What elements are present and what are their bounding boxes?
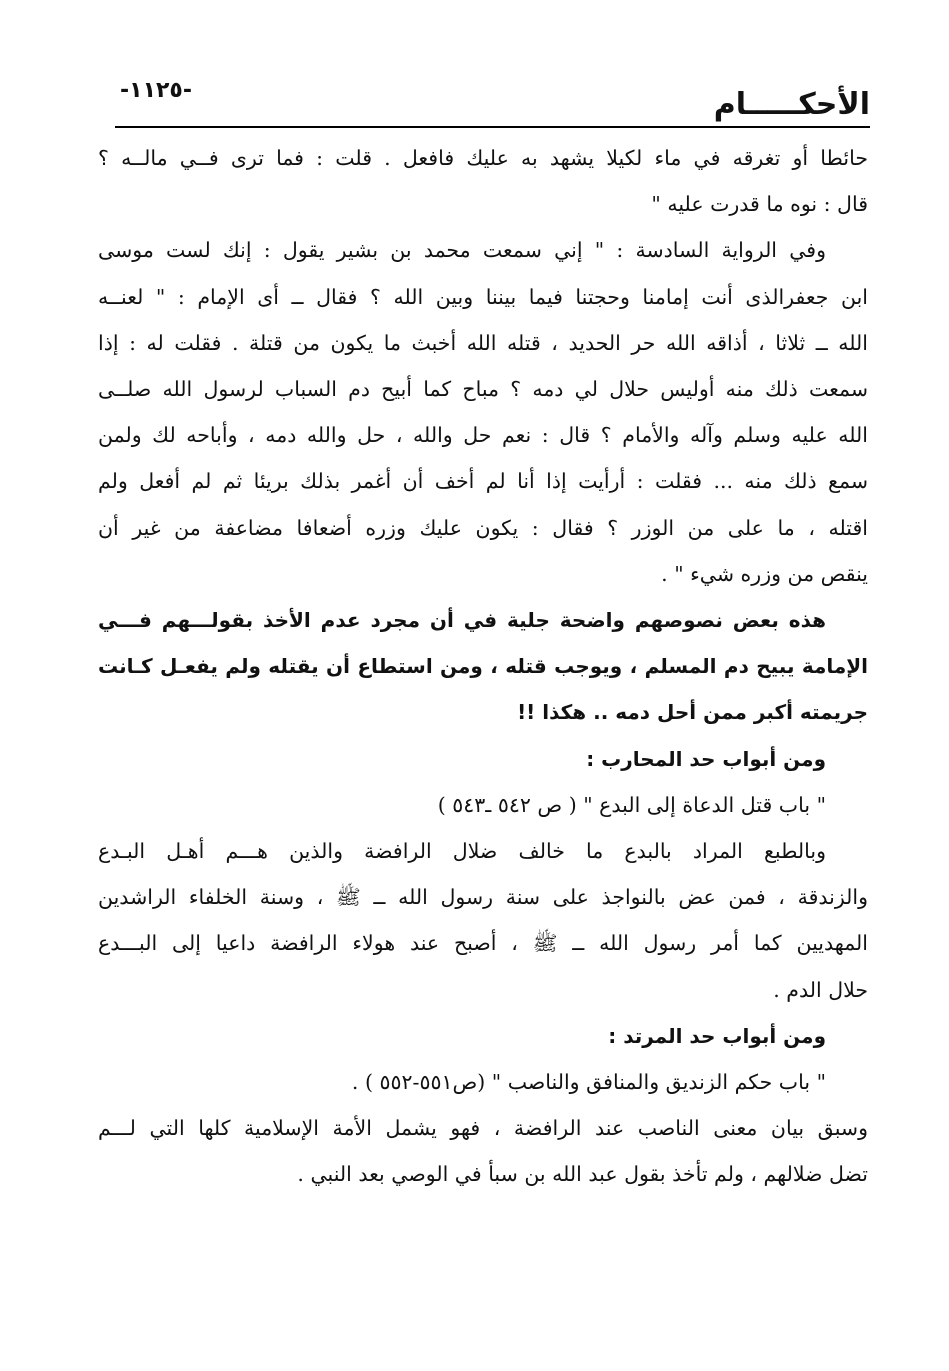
- page-number: -١١٢٥-: [120, 78, 192, 103]
- page-body: [98, 135, 868, 1198]
- bold-text-line: هذه بعض نصوصهم واضحة جلية في أن مجرد عدم الأخذ بقولـــهم فـــي: [98, 608, 826, 633]
- text-line: وبالطبع المراد بالبدع ما خالف ضلال الرافضة والذين هـــم أهـل البـدع: [98, 839, 826, 864]
- text-line: وفي الرواية السادسة : " إني سمعت محمد بن بشير يقول : إنك لست موسى: [98, 238, 826, 263]
- text-line: سمع ذلك منه ... فقلت : أرأيت إذا أنا لم أخف أن أغمر بذلك بريئا ثم لم أفعل ولم: [98, 469, 868, 494]
- text-line: ابن جعفرالذى أنت إمامنا وحجتنا فيما بيننا وبين الله ؟ فقال ــ أى الإمام : " لعنــه: [98, 284, 868, 309]
- text-line: تضل ضلالهم ، ولم تأخذ بقول عبد الله بن سبأ في الوصي بعد النبي .: [297, 1162, 868, 1187]
- text-line: سمعت ذلك منه أوليس حلال لي دمه ؟ مباح كما أبيح دم السباب لرسول الله صلــى: [98, 377, 868, 402]
- text-line: الله عليه وسلم وآله والأمام ؟ قال : نعم حل والله ، حل والله دمه ، وأباحه لك ولمن: [98, 423, 868, 448]
- section-heading: ومن أبواب حد المرتد :: [608, 1023, 826, 1048]
- text-line: وسبق بيان معنى الناصب عند الرافضة ، فهو يشمل الأمة الإسلامية كلها التي لـــم: [98, 1116, 868, 1141]
- text-line: " باب قتل الدعاة إلى البدع " ( ص ٥٤٢ ـ٥٤٣ ): [437, 792, 826, 817]
- text-line: ينقص من وزره شيء " .: [661, 561, 868, 586]
- text-line: قال : نوه ما قدرت عليه ": [651, 192, 868, 217]
- header-rule: [115, 126, 870, 128]
- text-line: الله ــ ثلاثا ، أذاقه الله حر الحديد ، قتله الله أخبث ما يكون من قتلة . فقلت له : إذا: [98, 330, 868, 355]
- bold-text-line: جريمته أكبر ممن أحل دمه .. هكذا !!: [517, 700, 868, 725]
- text-line: " باب حكم الزنديق والمنافق والناصب " (ص٥٥١-٥٥٢ ) .: [351, 1070, 826, 1095]
- text-line: حائطا أو تغرقه في ماء لكيلا يشهد به عليك فافعل . قلت : فما ترى فــي مالــه ؟: [98, 146, 868, 170]
- bold-text-line: الإمامة يبيح دم المسلم ، ويوجب قتله ، ومن استطاع أن يقتله ولم يفعـل كـانت: [98, 654, 868, 679]
- text-line: والزندقة ، فمن عض بالنواجذ على سنة رسول الله ــ ﷺ ، وسنة الخلفاء الراشدين: [98, 885, 868, 910]
- section-heading: ومن أبواب حد المحارب :: [586, 746, 826, 771]
- text-line: المهديين كما أمر رسول الله ــ ﷺ ، أصبح عند هولاء الرافضة داعيا إلى البـــدع: [98, 931, 868, 956]
- text-line: اقتله ، ما على من الوزر ؟ فقال : يكون عليك وزره أضعافا مضاعفة من غير أن: [98, 515, 868, 540]
- page-header: [115, 78, 870, 128]
- running-title: الأحكـــــام: [713, 87, 870, 122]
- text-line: حلال الدم .: [773, 977, 868, 1002]
